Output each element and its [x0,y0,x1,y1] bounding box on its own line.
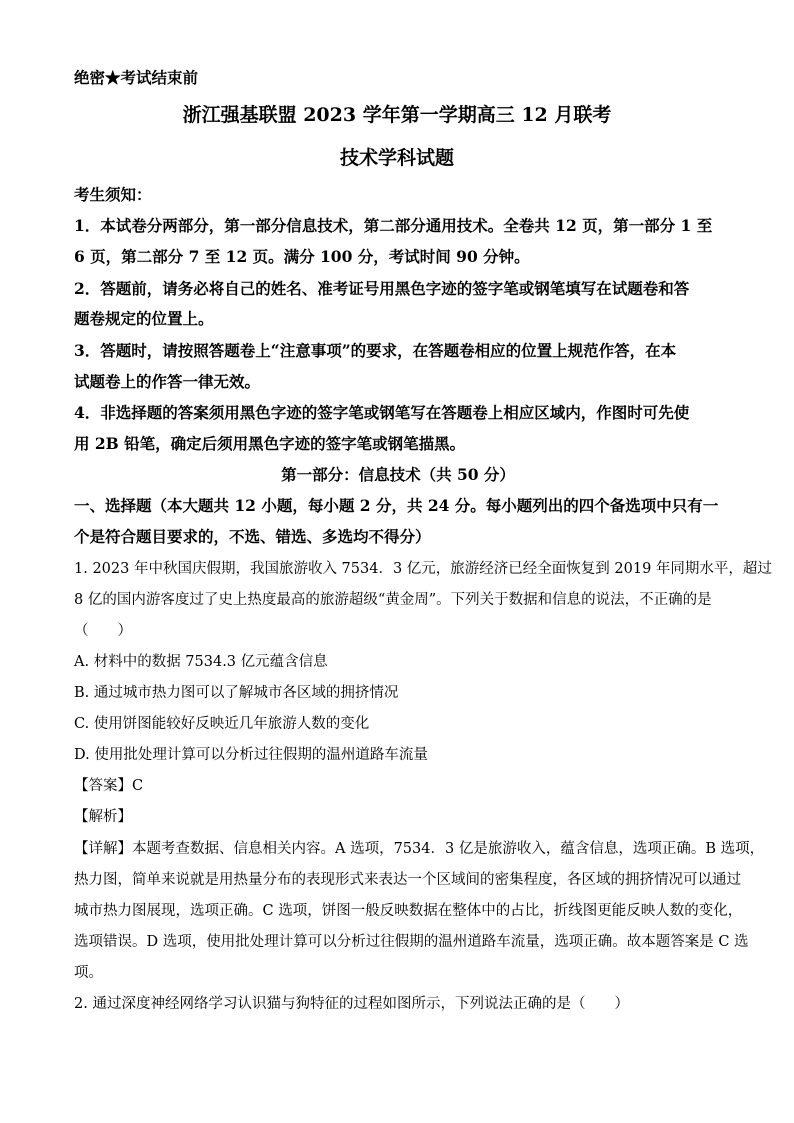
section-heading: 个是符合题目要求的，不选、错选、多选均不得分） [74,527,431,546]
q1-option-d: D. 使用批处理计算可以分析过往假期的温州道路车流量 [74,747,428,763]
q2-stem: 2. 通过深度神经网络学习认识猫与狗特征的过程如图所示，下列说法正确的是（ ） [74,996,629,1012]
notice-line: 1．本试卷分两部分，第一部分信息技术，第二部分通用技术。全卷共 12 页，第一部分 1 至 [74,216,713,235]
notice-line: 6 页，第二部分 7 至 12 页。满分 100 分，考试时间 90 分钟。 [74,247,530,266]
q1-detail-line: 热力图，简单来说就是用热量分布的表现形式来表达一个区域间的密集程度，各区域的拥挤情况可以通过 [74,872,741,888]
q1-detail-line: 项。 [74,965,103,981]
notice-line: 3．答题时，请按照答题卷上“注意事项”的要求，在答题卷相应的位置上规范作答，在本 [74,341,677,360]
q1-stem-line: 1. 2023 年中秋国庆假期，我国旅游收入 7534．3 亿元，旅游经济已经全面恢复到 2019 年同期水平，超过 [74,561,772,577]
notice-line: 试题卷上的作答一律无效。 [74,372,261,391]
notice-line: 题卷规定的位置上。 [74,309,214,328]
exam-title: 浙江强基联盟 2023 学年第一学期高三 12 月联考 [182,104,612,126]
notice-line: 用 2B 铅笔，确定后须用黑色字迹的签字笔或钢笔描黑。 [74,434,466,453]
q1-option-a: A. 材料中的数据 7534.3 亿元蕴含信息 [74,654,328,670]
q1-stem-line: （ ） [74,623,132,639]
notice-line: 2．答题前，请务必将自己的姓名、准考证号用黑色字迹的签字笔或钢笔填写在试题卷和答 [74,279,690,298]
q1-option-c: C. 使用饼图能较好反映近几年旅游人数的变化 [74,716,370,732]
exam-subtitle: 技术学科试题 [339,147,454,169]
q1-answer: 【答案】C [74,778,144,794]
part1-heading: 第一部分：信息技术（共 50 分） [281,465,515,484]
q1-analysis-label: 【解析】 [74,809,132,825]
q1-option-b: B. 通过城市热力图可以了解城市各区域的拥挤情况 [74,685,399,701]
q1-stem-line: 8 亿的国内游客度过了史上热度最高的旅游超级“黄金周”。下列关于数据和信息的说法，不正确的是 [74,592,712,608]
notice-heading: 考生须知： [74,185,152,204]
section-heading: 一、选择题（本大题共 12 小题，每小题 2 分，共 24 分。每小题列出的四个备选项中只有一 [74,496,719,515]
confidential-label: 绝密★考试结束前 [74,68,199,87]
q1-detail-line: 【详解】本题考查数据、信息相关内容。A 选项，7534．3 亿是旅游收入，蕴含信息，选项正确。B 选项， [74,841,765,857]
q1-detail-line: 城市热力图展现，选项正确。C 选项，饼图一般反映数据在整体中的占比，折线图更能反映人数的变化， [74,903,743,919]
notice-line: 4．非选择题的答案须用黑色字迹的签字笔或钢笔写在答题卷上相应区域内，作图时可先使 [74,403,690,422]
q1-detail-line: 选项错误。D 选项，使用批处理计算可以分析过往假期的温州道路车流量，选项正确。故本题答案是 C 选 [74,934,749,950]
